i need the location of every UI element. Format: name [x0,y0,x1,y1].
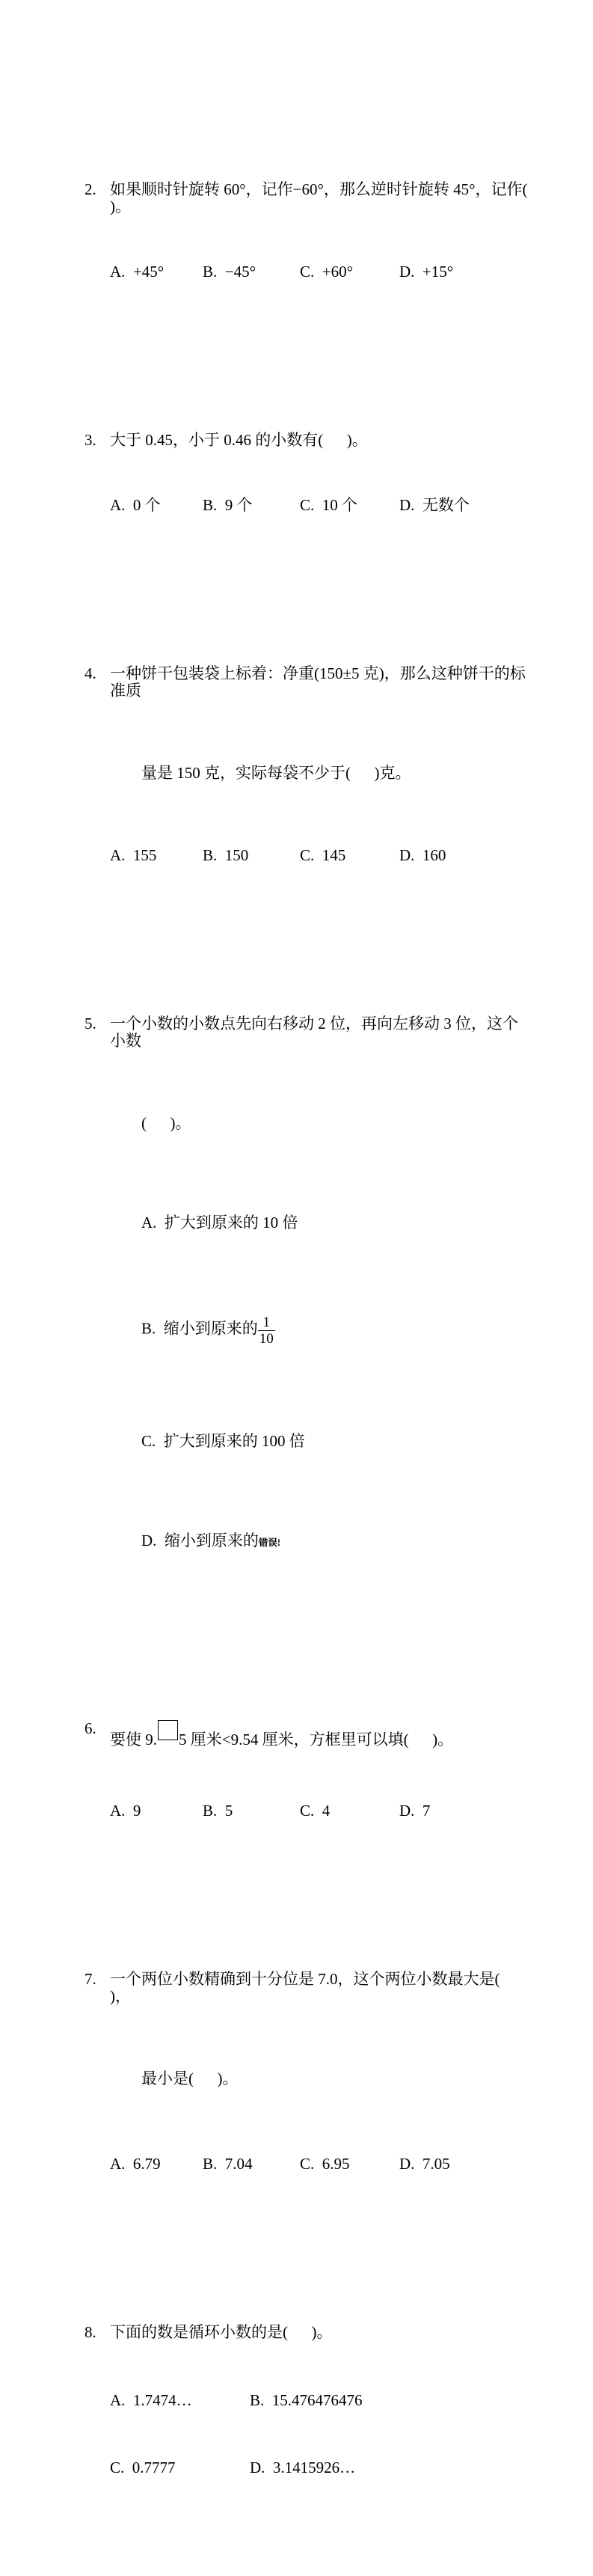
question-7-line-2 [85,2053,533,2105]
question-6-line [85,1720,533,1749]
option-c: C. 145 [300,846,346,864]
option-c: C. 6.95 [300,2155,350,2173]
question-2-text: 如果顺时针旋转 60°，记作−60°，那么逆时针旋转 45°，记作( )。 [110,180,552,215]
question-3-text: 大于 0.45，小于 0.46 的小数有( )。 [110,431,368,449]
question-4-line-2 [85,747,533,799]
option-b: B. −45° [203,263,256,281]
question-7-options [85,2156,533,2173]
question-5-option-d [85,1515,533,1569]
option-b: B. 9 个 [203,496,253,514]
option-a: A. 155 [110,846,157,864]
question-7-text-line-1: 一个两位小数精确到十分位是 7.0，这个两位小数最大是( )， [110,1970,523,2005]
question-8-number: 8. [85,2323,96,2341]
question-8-options-row-1 [85,2392,533,2409]
question-8-line [85,2324,533,2341]
option-b: B. 5 [203,1802,233,1820]
option-d: D. 160 [399,846,446,864]
fraction-numerator: 1 [258,1315,275,1331]
question-3 [85,397,533,562]
option-d: D. 7.05 [399,2155,450,2173]
question-4-text-line-1: 一种饼干包装袋上标着：净重(150±5 克)，那么这种饼干的标准质 [110,664,526,700]
option-d: D. 7 [399,1802,431,1820]
option-a: A. 9 [110,1802,141,1820]
question-4-text-line-2: 量是 150 克，实际每袋不少于( )克。 [141,764,411,782]
error-field-text: 错误! [258,1538,281,1548]
question-5-line-2 [85,1098,533,1149]
option-b: B. 7.04 [203,2155,253,2173]
question-3-number: 3. [85,431,96,449]
question-4-number: 4. [85,664,96,682]
question-8-text: 下面的数是循环小数的是( )。 [110,2323,333,2341]
blank-box [158,1720,178,1740]
question-4-line-1 [85,665,533,700]
question-6-options [85,1802,533,1820]
question-5-number: 5. [85,1015,96,1032]
question-3-options [85,497,533,514]
question-8 [85,2289,533,2524]
option-a: A. 6.79 [110,2155,161,2173]
question-4-options [85,847,533,864]
question-6-text [110,1720,453,1749]
option-d: D. 3.1415926… [250,2459,356,2476]
question-7 [85,1936,533,2221]
question-2-options [85,263,533,281]
option-c: C. 10 个 [300,496,358,514]
option-b-text: B. 缩小到原来的 [141,1319,258,1338]
question-4 [85,631,533,912]
question-3-line [85,432,533,449]
question-7-text-line-2: 最小是( )。 [141,2069,239,2087]
question-7-line-1 [85,1971,533,2005]
option-a: A. +45° [110,263,165,281]
option-c: C. 4 [300,1802,331,1820]
fraction-denominator: 10 [259,1331,274,1347]
question-5-text-line-1: 一个小数的小数点先向右移动 2 位，再向左移动 3 位，这个小数 [110,1015,518,1050]
option-b: B. 15.476476476 [250,2391,363,2409]
question-8-options-row-2 [85,2459,533,2476]
question-5-option-a [85,1197,533,1249]
option-a: A. 0 个 [110,496,161,514]
question-2-number: 2. [85,180,96,198]
option-c: C. 0.7777 [110,2459,176,2476]
question-5 [85,981,533,1617]
worksheet-content [85,78,552,2576]
option-b: B. 150 [203,846,249,864]
question-7-number: 7. [85,1970,96,1988]
question-6-text-prefix: 要使 9. [110,1731,157,1749]
question-6 [85,1686,533,1867]
option-c: C. 扩大到原来的 100 倍 [141,1432,305,1450]
option-d: D. 无数个 [399,496,470,514]
question-2 [85,147,552,328]
question-5-option-c [85,1416,533,1467]
question-6-text-suffix: 5 厘米<9.54 厘米，方框里可以填( )。 [179,1731,454,1749]
question-5-line-1 [85,1015,533,1050]
question-5-option-b [85,1297,533,1363]
fraction-one-tenth [258,1315,275,1347]
question-5-text-line-2: ( )。 [141,1114,191,1132]
option-a: A. 1.7474… [110,2391,192,2409]
option-c: C. +60° [300,263,353,281]
option-d: D. +15° [399,263,454,281]
option-d-text: D. 缩小到原来的 [141,1532,259,1549]
option-a: A. 扩大到原来的 10 倍 [141,1214,298,1232]
question-6-number: 6. [85,1719,96,1737]
question-2-line [85,180,552,215]
